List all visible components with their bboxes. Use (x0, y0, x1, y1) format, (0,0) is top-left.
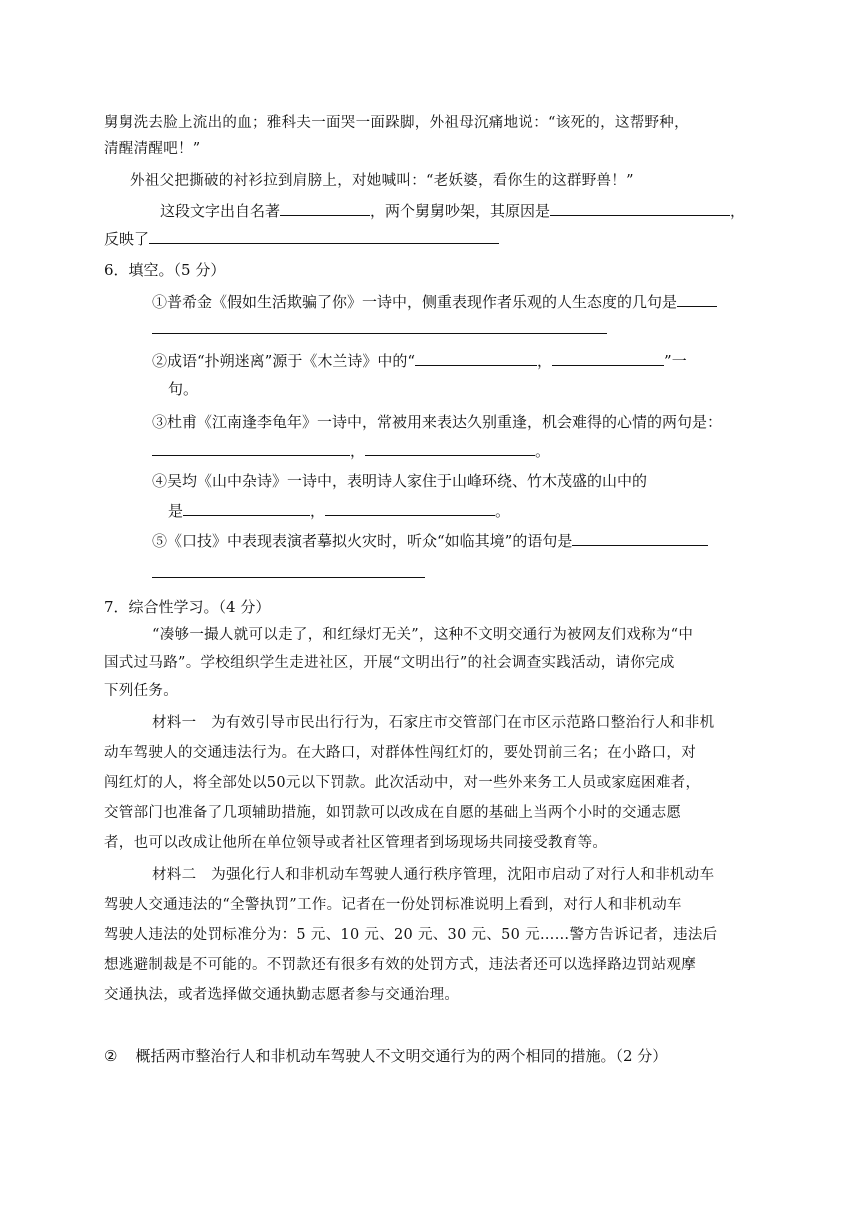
q6-title: 6．填空。（5 分） (104, 261, 226, 279)
q6-item-3-answers (152, 440, 550, 462)
passage-line-3: 外祖父把撕破的衬衫拉到肩膀上，对她喊叫：“老妖婆，看你生的这群野兽！” (130, 173, 634, 189)
q5-text-b: ，两个舅舅吵架，其原因是 (370, 202, 551, 220)
q7-intro-3: 下列任务。 (104, 683, 178, 699)
q6-item-2-comma: ， (537, 352, 553, 370)
material-1-line-5: 者，也可以改成让他所在单位领导或者社区管理者到场现场共同接受教育等。 (104, 835, 608, 851)
answer-blank-6-3b[interactable] (365, 440, 535, 456)
material-2-line-4: 想逃避制裁是不可能的。不罚款还有很多有效的处罚方式，违法者还可以选择路边罚站观摩 (104, 957, 696, 973)
answer-blank-6-4a[interactable] (183, 500, 310, 516)
material-2-line-2: 驾驶人交通违法的“全警执罚”工作。记者在一份处罚标准说明上看到，对行人和非机动车 (104, 897, 682, 913)
q6-item-3: ③杜甫《江南逢李龟年》一诗中，常被用来表达久别重逢，机会难得的心情的两句是： (152, 413, 723, 431)
q6-item-4: ④吴均《山中杂诗》一诗中，表明诗人家住于山峰环绕、竹木茂盛的山中的 (152, 472, 648, 490)
q6-item-4-text-a: 是 (168, 502, 184, 520)
answer-blank-reflect[interactable] (149, 228, 499, 244)
passage-line-2: 清醒清醒吧！” (104, 141, 201, 157)
q6-item-4-end: 。 (495, 502, 511, 520)
q5-line-2 (104, 228, 499, 250)
q6-item-5-text: ⑤《口技》中表现表演者摹拟火灾时，听众“如临其境”的语句是 (152, 532, 573, 550)
q6-item-4-answers (168, 500, 510, 522)
answer-blank-6-5a[interactable] (572, 530, 708, 546)
answer-blank-book[interactable] (280, 200, 370, 216)
q6-item-3-end: 。 (535, 442, 551, 460)
material-1-line-4: 交管部门也准备了几项辅助措施，如罚款可以改成在自愿的基础上当两个小时的交通志愿 (104, 805, 682, 821)
answer-blank-reason[interactable] (550, 200, 730, 216)
subquestion-number: ② (104, 1047, 118, 1065)
material-2-line-5: 交通执法，或者选择做交通执勤志愿者参与交通治理。 (104, 987, 460, 1003)
q6-item-2 (152, 350, 687, 372)
q6-item-4-comma: ， (310, 502, 326, 520)
answer-blank-6-2a[interactable] (415, 350, 537, 366)
q5-text-a: 这段文字出自名著 (160, 202, 281, 220)
q6-item-1-text: ①普希金《假如生活欺骗了你》一诗中，侧重表现作者乐观的人生态度的几句是 (152, 293, 678, 311)
q7-intro-2: 国式过马路”。学校组织学生走进社区，开展“文明出行”的社会调查实践活动，请你完成 (104, 655, 675, 671)
q7-subquestion (104, 1045, 667, 1067)
q6-item-5 (152, 530, 708, 552)
answer-blank-6-5b[interactable] (152, 577, 425, 578)
material-1-line-2: 动车驾驶人的交通违法行为。在大路口，对群体性闯红灯的，要处罚前三名；在小路口，对 (104, 745, 696, 761)
answer-blank-6-1b[interactable] (152, 333, 607, 334)
q6-item-2-text-a: ②成语“扑朔迷离”源于《木兰诗》中的“ (152, 352, 416, 370)
q7-intro-1: “凑够一撮人就可以走了，和红绿灯无关”，这种不文明交通行为被网友们戏称为“中 (152, 627, 694, 643)
passage-line-1: 舅舅洗去脸上流出的血；雅科夫一面哭一面跺脚，外祖母沉痛地说：“该死的，这帮野种， (104, 115, 689, 131)
answer-blank-6-4b[interactable] (325, 500, 495, 516)
q5-text-end: ， (730, 202, 746, 220)
q7-title: 7．综合性学习。（4 分） (104, 598, 271, 616)
q6-item-2-text-b: ”一 (664, 352, 687, 370)
q6-item-3-comma: ， (350, 442, 366, 460)
answer-blank-6-1a[interactable] (677, 291, 717, 307)
answer-blank-6-3a[interactable] (152, 440, 350, 456)
q5-line-1 (160, 200, 745, 222)
q6-item-1 (152, 291, 717, 313)
subquestion-text: 概括两市整治行人和非机动车驾驶人不文明交通行为的两个相同的措施。（2 分） (135, 1047, 668, 1065)
material-1-line-1: 材料一 为有效引导市民出行行为，石家庄市交管部门在市区示范路口整治行人和非机 (152, 715, 715, 731)
material-2-line-3: 驾驶人违法的处罚标准分为：5 元、10 元、20 元、30 元、50 元……警方告诉记者，违法后 (104, 927, 718, 943)
material-2-line-1: 材料二 为强化行人和非机动车驾驶人通行秩序管理，沈阳市启动了对行人和非机动车 (152, 867, 715, 883)
q6-item-2-cont: 句。 (168, 380, 199, 398)
material-1-line-3: 闯红灯的人，将全部处以50元以下罚款。此次活动中，对一些外来务工人员或家庭困难者， (104, 775, 701, 791)
answer-blank-6-2b[interactable] (552, 350, 664, 366)
q5-text-reflect: 反映了 (104, 230, 150, 248)
